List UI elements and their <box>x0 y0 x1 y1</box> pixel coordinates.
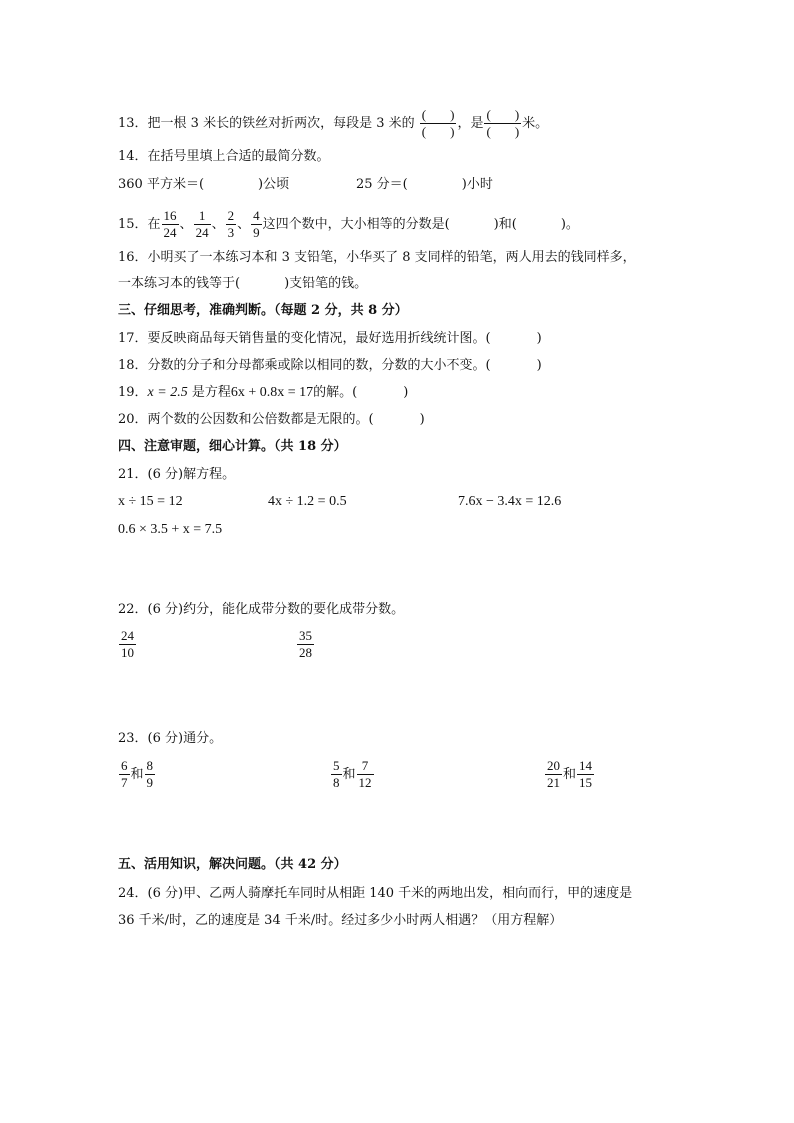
question-23-title: 23．(6 分)通分。 <box>118 731 223 746</box>
question-24-line2: 36 千米/时，乙的速度是 34 千米/时。经过多少小时两人相遇？（用方程解） <box>118 913 563 928</box>
q13-blank-fraction-1[interactable]: $\frac{( )}{( )}$ <box>421 107 455 139</box>
q21-equation-1: x ÷ 15 = 12 <box>118 494 183 509</box>
q21-equation-3: 7.6x − 3.4x = 12.6 <box>458 494 562 509</box>
q15-fraction-3: $\frac{2}{3}$ <box>227 208 235 240</box>
q13-text: 13．把一根 3 米长的铁丝对折两次，每段是 3 米的 <box>118 116 415 131</box>
question-14-title: 14．在括号里填上合适的最简分数。 <box>118 149 330 164</box>
question-18: 18．分数的分子和分母都乘或除以相同的数，分数的大小不变。( ) <box>118 358 542 373</box>
question-17: 17．要反映商品每天销售量的变化情况，最好选用折线统计图。( ) <box>118 331 542 346</box>
section-4-title: 四、注意审题，细心计算。（共 18 分） <box>118 439 347 454</box>
section-5-title: 五、活用知识，解决问题。（共 42 分） <box>118 857 347 872</box>
q22-fraction-1: $\frac{24}{10}$ <box>121 628 134 660</box>
question-15: 15．在 $\frac{16}{24}$ 、 $\frac{1}{24}$ 、 $\frac{2}{3}$ 、 $\frac{4}{9}$ 这四个数中，大小相等的分数是( )和( )。 <box>118 208 579 240</box>
question-21-title: 21．(6 分)解方程。 <box>118 467 236 482</box>
q13-blank-fraction-2[interactable]: $\frac{( )}{( )}$ <box>486 107 520 139</box>
question-14-left: 360 平方米＝( )公顷 <box>118 177 290 192</box>
q13-mid-text: ，是 <box>457 116 484 131</box>
q15-fraction-1: $\frac{16}{24}$ <box>163 208 177 240</box>
q23-pair-1: $\frac{6}{7}$ 和 $\frac{8}{9}$ <box>121 758 154 790</box>
question-20: 20．两个数的公因数和公倍数都是无限的。( ) <box>118 412 425 427</box>
q22-fraction-2: $\frac{35}{28}$ <box>299 628 312 660</box>
q13-suffix: 米。 <box>522 116 549 131</box>
q21-equation-2: 4x ÷ 1.2 = 0.5 <box>268 494 347 509</box>
question-19: 19．x = 2.5 是方程6x + 0.8x = 17的解。( ) <box>118 385 409 400</box>
q23-pair-3: $\frac{20}{21}$ 和 $\frac{14}{15}$ <box>547 758 593 790</box>
question-24-line1: 24．(6 分)甲、乙两人骑摩托车同时从相距 140 千米的两地出发，相向而行，甲的速度是 <box>118 886 633 901</box>
q23-pair-2: $\frac{5}{8}$ 和 $\frac{7}{12}$ <box>333 758 372 790</box>
question-16-line1: 16．小明买了一本练习本和 3 支铅笔，小华买了 8 支同样的铅笔，两人用去的钱同样多， <box>118 250 636 265</box>
question-14-right: 25 分＝( )小时 <box>356 177 493 192</box>
question-16-line2: 一本练习本的钱等于( )支铅笔的钱。 <box>118 276 368 291</box>
question-13 <box>118 108 548 139</box>
section-3-title: 三、仔细思考，准确判断。（每题 2 分，共 8 分） <box>118 303 408 318</box>
q15-fraction-2: $\frac{1}{24}$ <box>195 208 209 240</box>
q21-equation-4: 0.6 × 3.5 + x = 7.5 <box>118 522 223 537</box>
question-22-title: 22．(6 分)约分，能化成带分数的要化成带分数。 <box>118 602 405 617</box>
q15-fraction-4: $\frac{4}{9}$ <box>253 208 260 240</box>
